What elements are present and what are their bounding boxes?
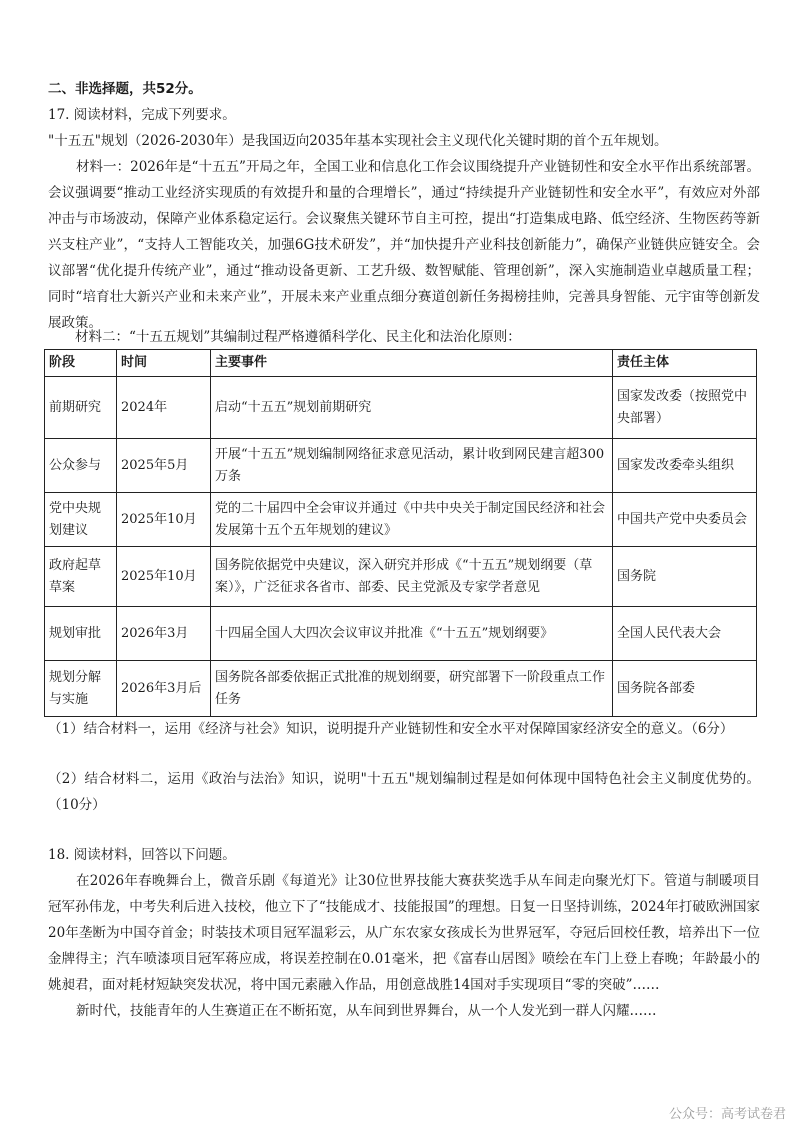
table-row <box>45 377 757 439</box>
header-event: 主要事件 <box>211 350 613 377</box>
cell-event: 开展“十五五”规划编制网络征求意见活动，累计收到网民建言超300万条 <box>211 439 613 493</box>
cell-stage: 前期研究 <box>45 377 117 439</box>
cell-event: 国务院各部委依据正式批准的规划纲要，研究部署下一阶段重点工作任务 <box>211 661 613 717</box>
question-17-heading: 17. 阅读材料，完成下列要求。 <box>48 107 236 123</box>
cell-event: 国务院依据党中央建议，深入研究并形成《“十五五”规划纲要（草案）》，广泛征求各省市、部委、民主党派及专家学者意见 <box>211 547 613 607</box>
cell-responsible: 国务院各部委 <box>613 661 757 717</box>
cell-stage: 公众参与 <box>45 439 117 493</box>
question-18-material <box>48 868 760 1024</box>
question-17-intro: "十五五"规划（2026-2030年）是我国迈向2035年基本实现社会主义现代化关键时期的首个五年规划。 <box>48 133 668 149</box>
material-one <box>48 154 760 336</box>
cell-time: 2025年10月 <box>117 547 211 607</box>
cell-time: 2025年10月 <box>117 493 211 547</box>
question-18-heading: 18. 阅读材料，回答以下问题。 <box>48 847 236 863</box>
table-row <box>45 493 757 547</box>
question-18-paragraph-1: 在2026年春晚舞台上，微音乐剧《每道光》让30位世界技能大赛获奖选手从车间走向聚光灯下。管道与制暖项目冠军孙伟龙，中考失利后进入技校，他立下了“技能成才、技能报国”的理想。日复一日坚持训练，2024年打破欧洲国家20年垄断为中国夺首金；时装技术项目冠军温彩云，从广东农家女孩成长为世界冠军，夺冠后回校任教，培养出下一位金牌得主；汽车喷漆项目冠军蒋应成，将误差控制在0.01毫米，把《富春山居图》喷绘在车门上登上春晚；年龄最小的姚昶君，面对耗材短缺突发状况，将中国元素融入作品，用创意战胜14国对手实现项目“零的突破”…… <box>48 873 760 993</box>
cell-responsible: 国家发改委（按照党中央部署） <box>613 377 757 439</box>
cell-stage: 规划分解与实施 <box>45 661 117 717</box>
question-18-paragraph-2: 新时代，技能青年的人生赛道正在不断拓宽，从车间到世界舞台，从一个人发光到一群人闪耀…… <box>76 1003 657 1019</box>
cell-stage: 党中央规划建议 <box>45 493 117 547</box>
table-row <box>45 439 757 493</box>
cell-responsible: 国务院 <box>613 547 757 607</box>
cell-responsible: 国家发改委牵头组织 <box>613 439 757 493</box>
cell-time: 2024年 <box>117 377 211 439</box>
cell-time: 2026年3月后 <box>117 661 211 717</box>
watermark: 公众号：高考试卷君 <box>668 1107 786 1122</box>
header-responsible: 责任主体 <box>613 350 757 377</box>
planning-process-table <box>44 349 757 717</box>
table-row <box>45 661 757 717</box>
header-stage: 阶段 <box>45 350 117 377</box>
cell-event: 启动“十五五”规划前期研究 <box>211 377 613 439</box>
cell-responsible: 中国共产党中央委员会 <box>613 493 757 547</box>
material-one-text: 材料一：2026年是“十五五”开局之年，全国工业和信息化工作会议围绕提升产业链韧性和安全水平作出系统部署。会议强调要“推动工业经济实现质的有效提升和量的合理增长”，通过“持续提升产业链韧性和安全水平”，有效应对外部冲击与市场波动，保障产业体系稳定运行。会议聚焦关键环节自主可控，提出“打造集成电路、低空经济、生物医药等新兴支柱产业”，“支持人工智能攻关，加强6G技术研发”，并“加快提升产业科技创新能力”，确保产业链供应链安全。会议部署“优化提升传统产业”，通过“推动设备更新、工艺升级、数智赋能、管理创新”，深入实施制造业卓越质量工程；同时“培育壮大新兴产业和未来产业”，开展未来产业重点细分赛道创新任务揭榜挂帅，完善具身智能、元宇宙等创新发展政策。 <box>48 159 760 331</box>
cell-time: 2025年5月 <box>117 439 211 493</box>
cell-event: 十四届全国人大四次会议审议并批准《“十五五”规划纲要》 <box>211 607 613 661</box>
sub-question-2: （2）结合材料二，运用《政治与法治》知识，说明"十五五"规划编制过程是如何体现中国特色社会主义制度优势的。（10分） <box>48 771 760 813</box>
cell-event: 党的二十届四中全会审议并通过《中共中央关于制定国民经济和社会发展第十五个五年规划的建议》 <box>211 493 613 547</box>
cell-responsible: 全国人民代表大会 <box>613 607 757 661</box>
cell-stage: 政府起草草案 <box>45 547 117 607</box>
cell-time: 2026年3月 <box>117 607 211 661</box>
table-header-row <box>45 350 757 377</box>
header-time: 时间 <box>117 350 211 377</box>
table-row <box>45 547 757 607</box>
section-title: 二、非选择题，共52分。 <box>48 81 202 97</box>
material-two-title: 材料二：“十五五规划”其编制过程严格遵循科学化、民主化和法治化原则： <box>75 329 521 345</box>
sub-question-1: （1）结合材料一，运用《经济与社会》知识，说明提升产业链韧性和安全水平对保障国家经济安全的意义。（6分） <box>48 721 734 737</box>
table-row <box>45 607 757 661</box>
cell-stage: 规划审批 <box>45 607 117 661</box>
